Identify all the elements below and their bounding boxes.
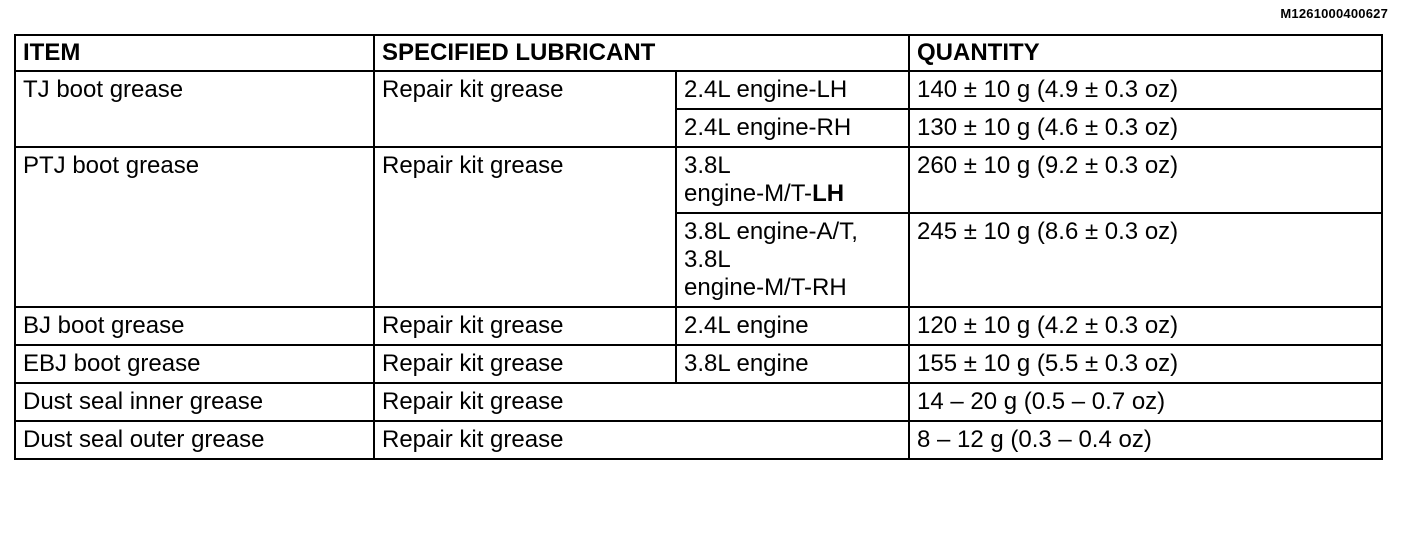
document-code: M1261000400627: [1280, 6, 1388, 21]
condition-line: engine-M/T-RH: [684, 274, 847, 301]
item-cell: PTJ boot grease: [15, 147, 374, 307]
quantity-cell: 14 – 20 g (0.5 – 0.7 oz): [909, 383, 1382, 421]
quantity-cell: 8 – 12 g (0.3 – 0.4 oz): [909, 421, 1382, 459]
quantity-cell: 245 ± 10 g (8.6 ± 0.3 oz): [909, 213, 1382, 307]
item-cell: Dust seal inner grease: [15, 383, 374, 421]
condition-cell: [676, 213, 909, 307]
condition-line: 3.8L engine-A/T,: [684, 218, 858, 245]
table-row: [15, 421, 1382, 459]
table-row: [15, 307, 1382, 345]
header-specified-lubricant: SPECIFIED LUBRICANT: [374, 35, 909, 71]
item-cell: Dust seal outer grease: [15, 421, 374, 459]
condition-cell: 2.4L engine-LH: [676, 71, 909, 109]
condition-cell: 2.4L engine-RH: [676, 109, 909, 147]
lubricant-cell: Repair kit grease: [374, 147, 676, 307]
header-item: ITEM: [15, 35, 374, 71]
table-row: [15, 383, 1382, 421]
condition-line: 3.8L: [684, 152, 731, 179]
condition-cell: 3.8L engine: [676, 345, 909, 383]
quantity-cell: 155 ± 10 g (5.5 ± 0.3 oz): [909, 345, 1382, 383]
lubricant-cell: Repair kit grease: [374, 421, 909, 459]
lubricant-cell: Repair kit grease: [374, 345, 676, 383]
item-cell: TJ boot grease: [15, 71, 374, 147]
condition-cell: 2.4L engine: [676, 307, 909, 345]
condition-text: engine-M/T-: [684, 180, 813, 207]
table-row: [15, 345, 1382, 383]
quantity-cell: 140 ± 10 g (4.9 ± 0.3 oz): [909, 71, 1382, 109]
item-cell: BJ boot grease: [15, 307, 374, 345]
table-row: [15, 71, 1382, 109]
header-quantity: QUANTITY: [909, 35, 1382, 71]
table-header-row: [15, 35, 1382, 71]
table-row: [15, 147, 1382, 213]
condition-line: 3.8L: [684, 246, 731, 273]
quantity-cell: 260 ± 10 g (9.2 ± 0.3 oz): [909, 147, 1382, 213]
lubricant-cell: Repair kit grease: [374, 383, 909, 421]
lubricant-cell: Repair kit grease: [374, 307, 676, 345]
item-cell: EBJ boot grease: [15, 345, 374, 383]
quantity-cell: 120 ± 10 g (4.2 ± 0.3 oz): [909, 307, 1382, 345]
quantity-cell: 130 ± 10 g (4.6 ± 0.3 oz): [909, 109, 1382, 147]
condition-cell: [676, 147, 909, 213]
lubricant-cell: Repair kit grease: [374, 71, 676, 147]
condition-line: [684, 180, 901, 208]
lubricant-spec-table: [14, 34, 1383, 460]
condition-emphasis: LH: [812, 180, 845, 207]
